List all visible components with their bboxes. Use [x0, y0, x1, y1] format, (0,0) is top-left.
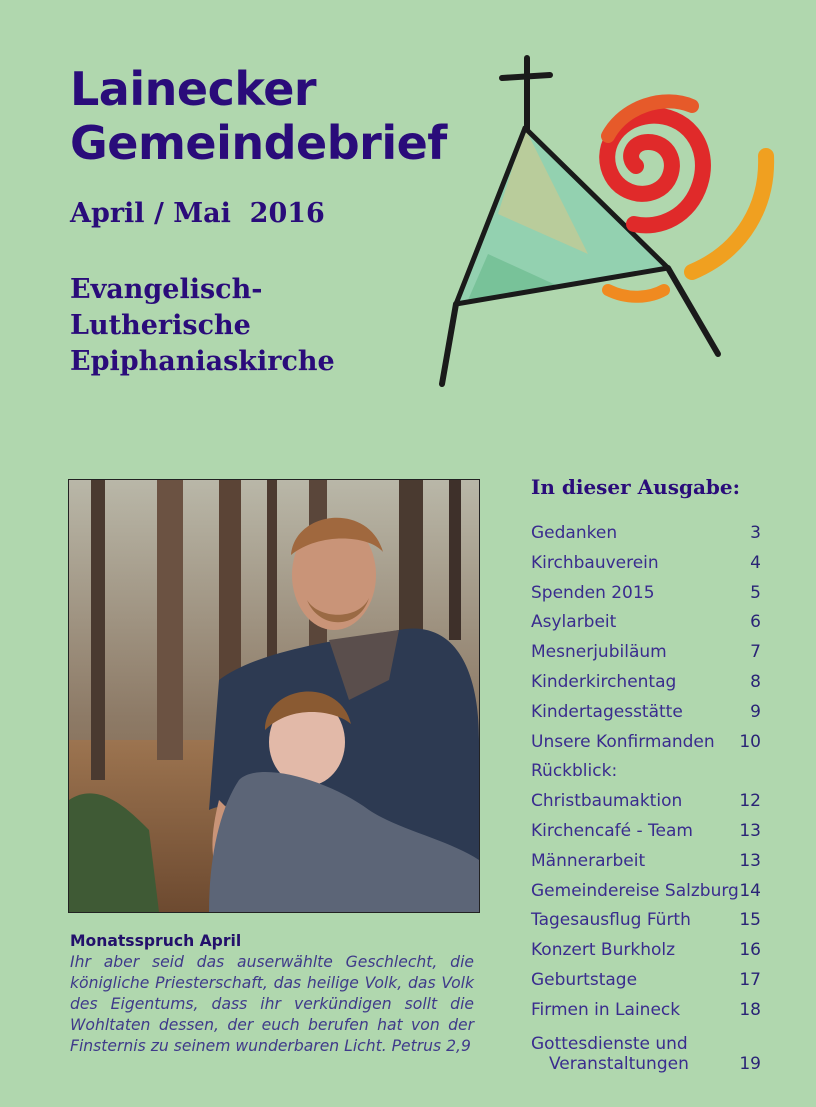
toc-label: Konzert Burkholz: [531, 940, 676, 961]
toc-page: 12: [739, 791, 761, 812]
title-line-1: Lainecker: [70, 62, 317, 116]
toc-label-line-2: Veranstaltungen: [549, 1053, 689, 1074]
verse-heading: Monatsspruch April: [70, 932, 242, 950]
toc-label: Unsere Konfirmanden: [531, 731, 715, 752]
toc-page: 16: [739, 940, 761, 961]
toc-label: Gedanken: [531, 523, 618, 543]
toc-label: Tagesausflug Fürth: [531, 910, 691, 931]
toc-label: Firmen in Laineck: [531, 999, 681, 1020]
toc-label: Asylarbeit: [531, 612, 617, 633]
toc-label: Männerarbeit: [531, 850, 646, 871]
cross-triangle-spiral-icon: [428, 54, 780, 394]
toc-page: 13: [739, 850, 761, 871]
toc-item-gemeindereise[interactable]: [531, 877, 761, 907]
newsletter-title: [70, 62, 447, 170]
toc-item-firmen[interactable]: [531, 996, 761, 1026]
toc-item-asylarbeit[interactable]: [531, 608, 761, 638]
toc-label: Christbaumaktion: [531, 791, 683, 812]
toc-item-kindertagesstaette[interactable]: [531, 698, 761, 728]
toc-item-gottesdienste[interactable]: [531, 1026, 761, 1074]
toc-page: 18: [739, 999, 761, 1020]
toc-page: 4: [750, 552, 761, 573]
monthly-verse: [70, 931, 474, 1057]
toc-page: 8: [750, 671, 761, 692]
toc-item-kirchencafe[interactable]: [531, 817, 761, 847]
toc-item-geburtstage[interactable]: [531, 966, 761, 996]
toc-page: 13: [739, 820, 761, 841]
toc-item-mesnerjubilaeum[interactable]: [531, 638, 761, 668]
toc-heading: In dieser Ausgabe:: [531, 475, 741, 499]
toc-page: 9: [750, 701, 761, 722]
toc-page: 10: [739, 731, 761, 752]
verse-text: Ihr aber seid das auserwählte Geschlecht, die königliche Priesterschaft, das heilige Volk, das Volk des Eigentums, dass ihr verkündigen sollt die Wohltaten dessen, der euch berufen hat von der Finsternis zu seinem wunderbaren Licht. Petrus 2,9: [70, 953, 474, 1055]
toc-label: Mesnerjubiläum: [531, 642, 667, 663]
toc-item-rueckblick: [531, 757, 761, 787]
photo-father-son-forest: [68, 479, 480, 913]
toc-label: Geburtstage: [531, 969, 638, 990]
toc-item-konfirmanden[interactable]: [531, 728, 761, 758]
toc-item-kinderkirchentag[interactable]: [531, 668, 761, 698]
table-of-contents: [531, 519, 761, 1074]
toc-item-konzert[interactable]: [531, 936, 761, 966]
toc-label: Kirchbauverein: [531, 552, 659, 573]
toc-label: Gemeindereise Salzburg: [531, 880, 739, 901]
toc-page: 19: [739, 1053, 761, 1074]
church-line-3: Epiphaniaskirche: [70, 346, 335, 377]
church-line-2: Lutherische: [70, 310, 251, 341]
toc-page: 14: [739, 880, 761, 901]
toc-page: 3: [750, 523, 761, 543]
toc-item-kirchbauverein[interactable]: [531, 549, 761, 579]
toc-label: Kinderkirchentag: [531, 671, 677, 692]
toc-label: Kirchencafé - Team: [531, 820, 693, 841]
title-line-2: Gemeindebrief: [70, 116, 447, 170]
toc-page: 15: [739, 910, 761, 931]
church-line-1: Evangelisch-: [70, 274, 263, 305]
toc-label: [531, 1034, 689, 1074]
toc-page: 7: [750, 642, 761, 663]
issue-date: April / Mai 2016: [70, 198, 325, 229]
toc-page: 17: [739, 969, 761, 990]
toc-label: Rückblick:: [531, 761, 618, 782]
toc-label: Kindertagesstätte: [531, 701, 683, 722]
toc-item-gedanken[interactable]: [531, 519, 761, 549]
church-name: [70, 272, 335, 380]
toc-item-christbaumaktion[interactable]: [531, 787, 761, 817]
toc-label: Spenden 2015: [531, 582, 655, 603]
toc-page: 5: [750, 582, 761, 603]
toc-item-tagesausflug[interactable]: [531, 906, 761, 936]
toc-item-maennerarbeit[interactable]: [531, 847, 761, 877]
toc-item-spenden[interactable]: [531, 579, 761, 609]
toc-page: 6: [750, 612, 761, 633]
toc-label-line-1: Gottesdienste und: [531, 1033, 688, 1054]
